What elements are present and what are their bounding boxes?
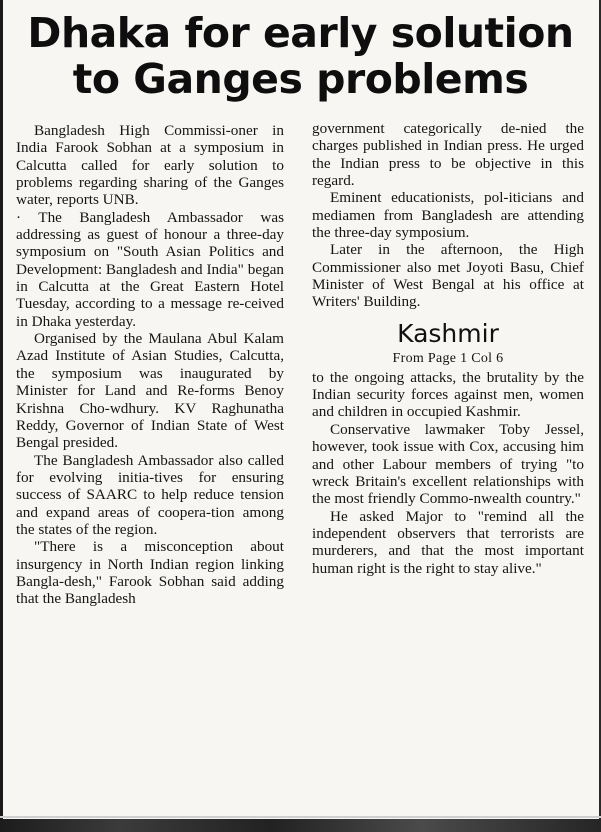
paragraph: to the ongoing attacks, the brutality by the Indian security forces against men, women and children in occupied Kashmir. [312, 368, 584, 421]
paragraph: Eminent educationists, pol-iticians and mediamen from Bangladesh are attending the three-day symposium. [312, 189, 584, 242]
paragraph: "There is a misconception about insurgency in North Indian region linking Bangla-desh," Farook Sobhan said adding that the Bangladesh [16, 538, 284, 608]
paragraph: Conservative lawmaker Toby Jessel, however, took issue with Cox, accusing him and other Labour members of trying "to wreck Britain's excellent relationships with the most friendly Commo-nwealth country." [312, 420, 584, 508]
headline [8, 10, 593, 102]
bottom-rule [0, 816, 601, 818]
headline-line-1: Dhaka for early solution [27, 9, 574, 57]
jump-line: From Page 1 Col 6 [392, 350, 504, 366]
paragraph: The Bangladesh Ambassador also called for evolving initia-tives for ensuring success of SAARC to help reduce tension and expand areas of coopera-tion among the states of the region. [16, 451, 284, 538]
paragraph: He asked Major to "remind all the independent observers that terrorists are murderers, and that the most important human right is the right to stay alive." [312, 507, 584, 577]
paragraph: government categorically de-nied the charges published in Indian press. He urged the Indian press to be objective in this regard. [312, 120, 584, 190]
bottom-photo-strip [0, 819, 601, 832]
left-column [16, 122, 284, 608]
left-border [0, 0, 3, 832]
paragraph: · The Bangladesh Ambassador was addressing as guest of honour a three-day symposium on "South Asian Politics and Development: Bangladesh and India" began in Calcutta at the Great Eastern Hotel Tuesday, according to a message re-ceived in Dhaka yesterday. [16, 208, 284, 330]
kashmir-subhead: Kashmir [397, 318, 499, 348]
paragraph: Bangladesh High Commissi-oner in India Farook Sobhan at a symposium in Calcutta called for early solution to problems regarding sharing of the Ganges water, reports UNB. [16, 122, 284, 209]
right-column [312, 120, 584, 577]
paragraph: Later in the afternoon, the High Commissioner also met Joyoti Basu, Chief Minister of West Bengal at his office at Writers' Building. [312, 241, 584, 311]
headline-line-2: to Ganges problems [72, 55, 529, 103]
paragraph: Organised by the Maulana Abul Kalam Azad Institute of Asian Studies, Calcutta, the symposium was inaugurated by Minister for Land and Re-forms Benoy Krishna Cho-wdhury. KV Raghunatha Reddy, Governor of Indian State of West Bengal presided. [16, 330, 284, 452]
